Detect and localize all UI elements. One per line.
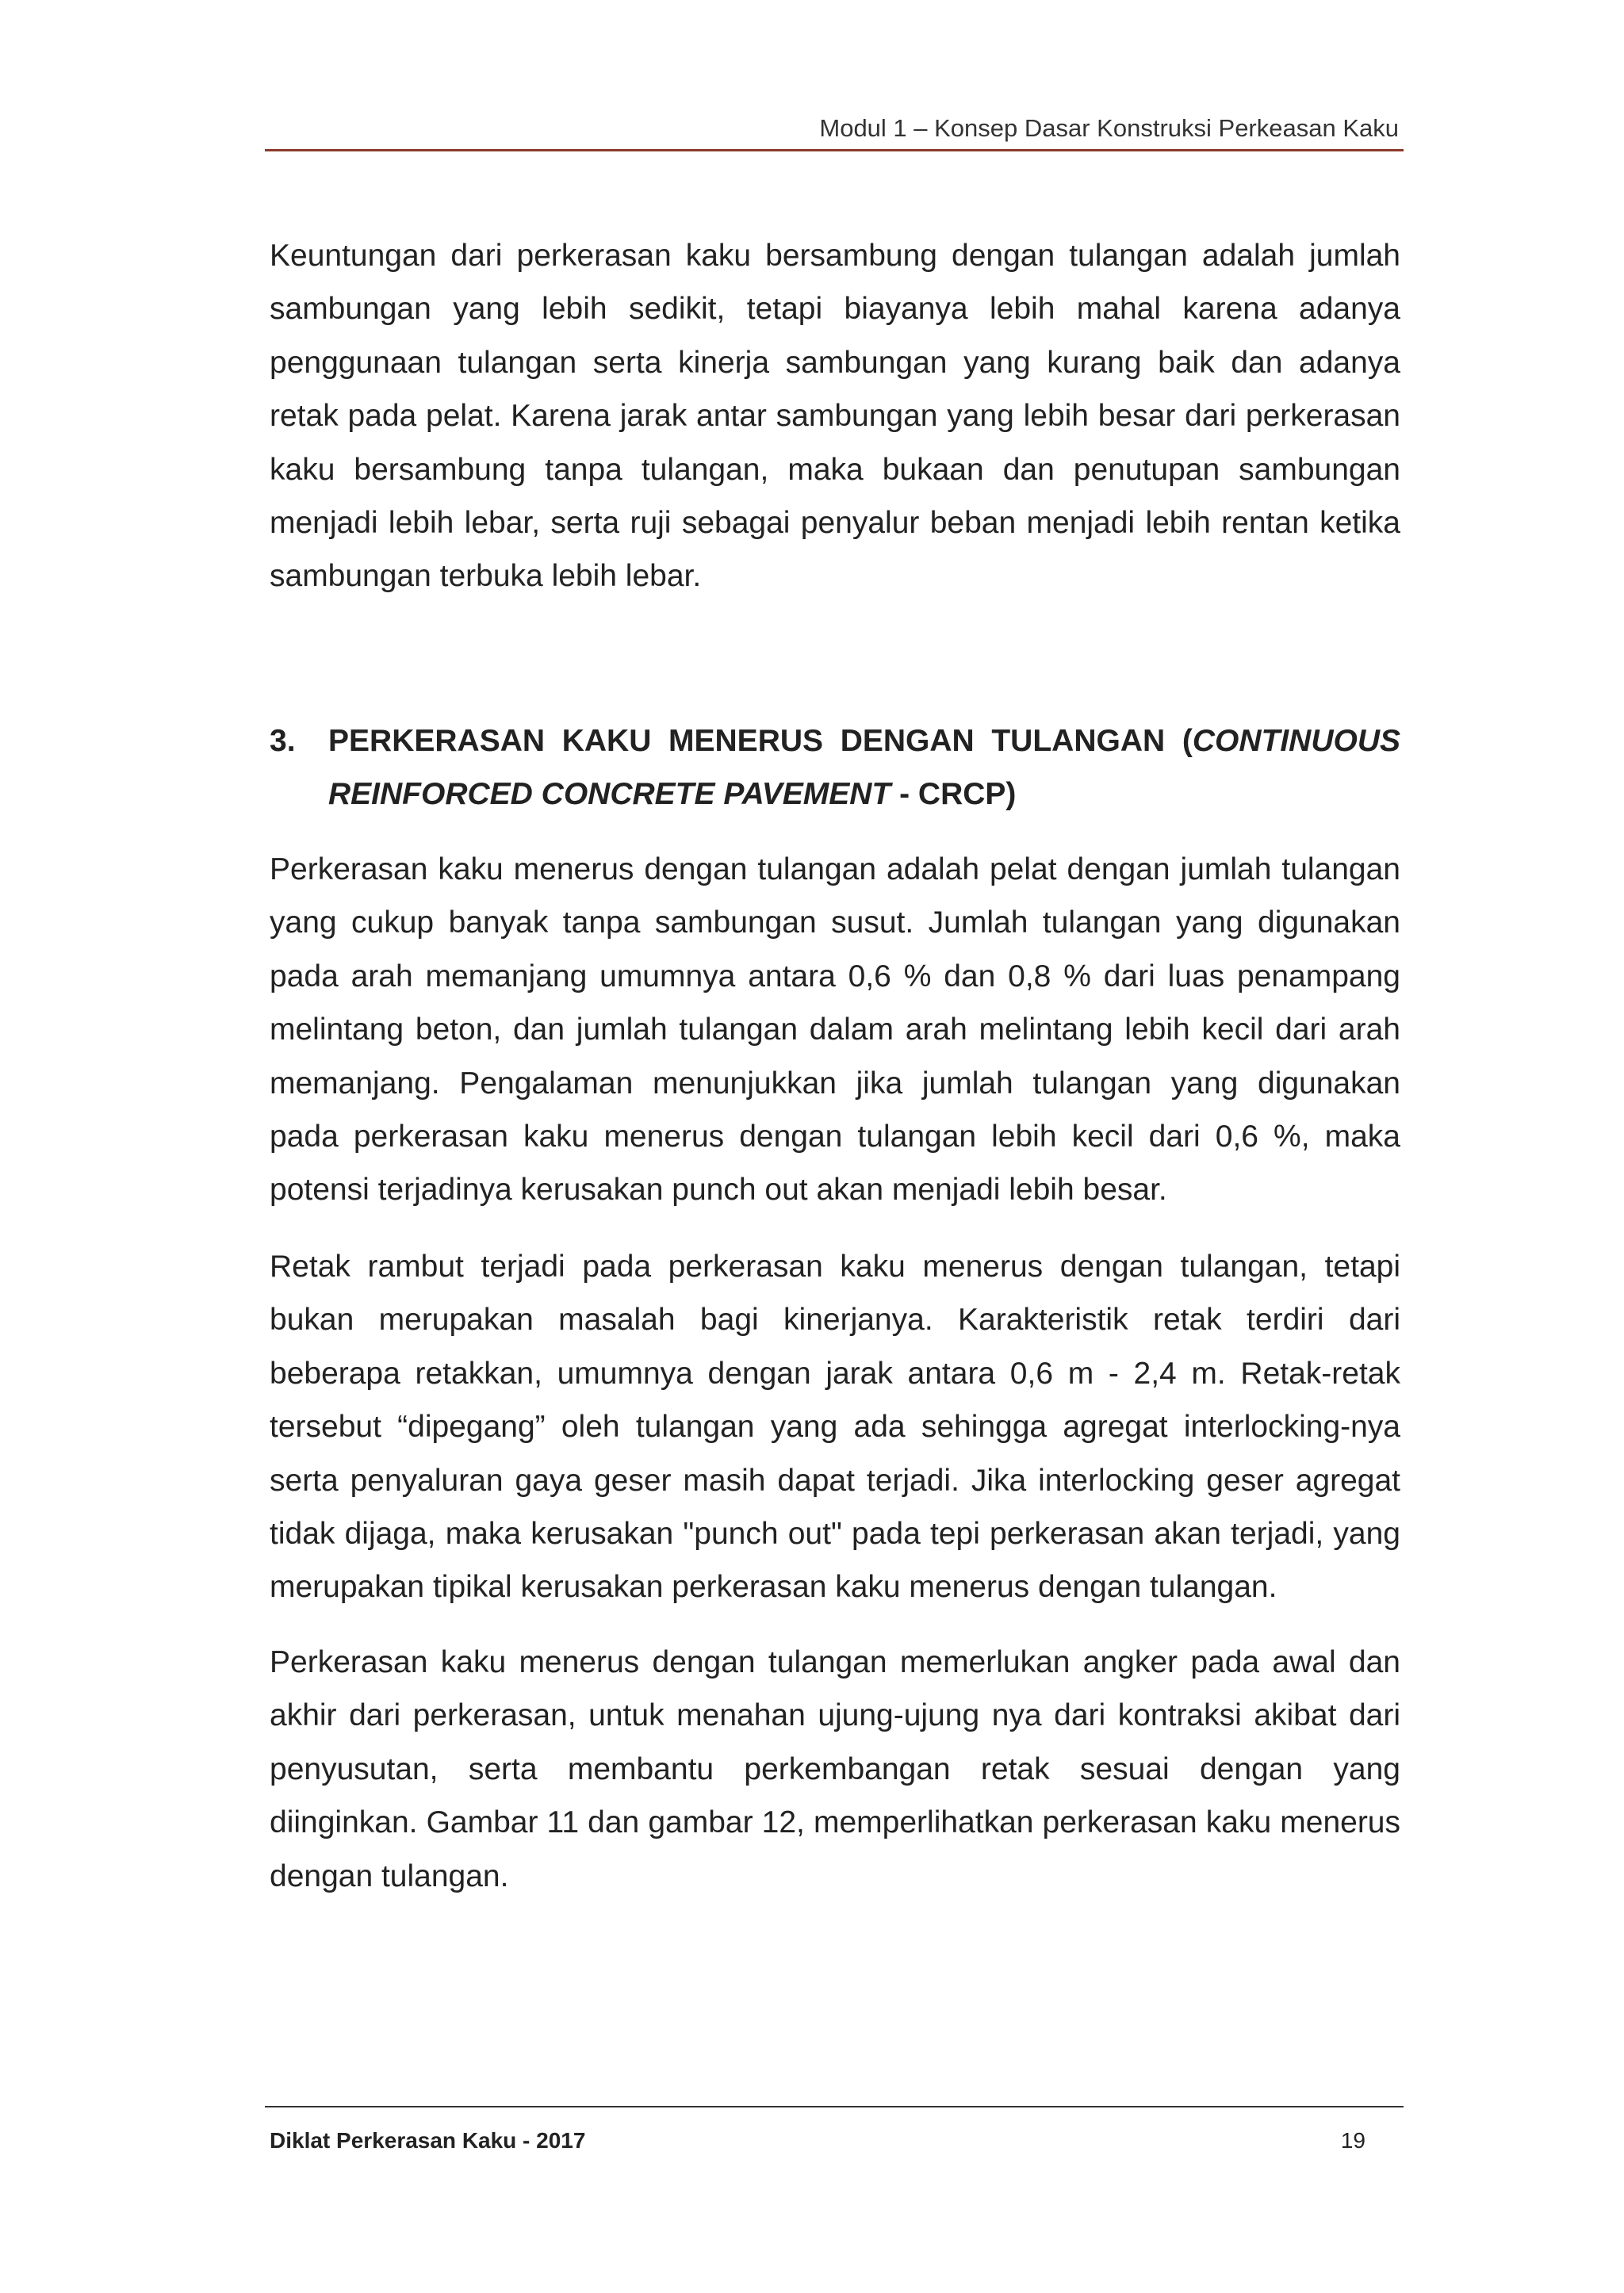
header-title: Modul 1 – Konsep Dasar Konstruksi Perkeasan Kaku — [819, 114, 1399, 142]
footer-divider — [265, 2106, 1404, 2107]
section-title-part-2: - CRCP) — [891, 777, 1017, 812]
page-header — [265, 109, 1404, 151]
body-paragraph-3: Retak rambut terjadi pada perkerasan kaku menerus dengan tulangan, tetapi bukan merupakan masalah bagi kinerjanya. Karakteristik retak terdiri dari beberapa retakkan, umumnya dengan jarak antara 0,6 m - 2,4 m. Retak-retak tersebut “dipegang” oleh tulangan yang ada sehingga agregat interlocking-nya serta penyaluran gaya geser masih dapat terjadi. Jika interlocking geser agregat tidak dijaga, maka kerusakan "punch out" pada tepi perkerasan akan terjadi, yang merupakan tipikal kerusakan perkerasan kaku menerus dengan tulangan. — [270, 1250, 1400, 1605]
body-paragraph-2: Perkerasan kaku menerus dengan tulangan adalah pelat dengan jumlah tulangan yang cukup banyak tanpa sambungan susut. Jumlah tulangan yang digunakan pada arah memanjang umumnya antara 0,6 % dan 0,8 % dari luas penampang melintang beton, dan jumlah tulangan dalam arah melintang lebih kecil dari arah memanjang. Pengalaman menunjukkan jika jumlah tulangan yang digunakan pada perkerasan kaku menerus dengan tulangan lebih kecil dari 0,6 %, maka potensi terjadinya kerusakan punch out akan menjadi lebih besar. — [270, 852, 1400, 1208]
page-number: 19 — [1340, 2128, 1365, 2153]
body-paragraph-4: Perkerasan kaku menerus dengan tulangan memerlukan angker pada awal dan akhir dari perkerasan, untuk menahan ujung-ujung nya dari kontraksi akibat dari penyusutan, serta membantu perkembangan retak sesuai dengan yang diinginkan. Gambar 11 dan gambar 12, memperlihatkan perkerasan kaku menerus dengan tulangan. — [270, 1645, 1400, 1893]
section-title-part-1: PERKERASAN KAKU MENERUS DENGAN TULANGAN ( — [328, 724, 1193, 758]
section-title — [328, 714, 1400, 821]
section-heading — [270, 714, 1400, 821]
footer-title: Diklat Perkerasan Kaku - 2017 — [270, 2128, 586, 2153]
body-paragraph-1: Keuntungan dari perkerasan kaku bersambung dengan tulangan adalah jumlah sambungan yang lebih sedikit, tetapi biayanya lebih mahal karena adanya penggunaan tulangan serta kinerja sambungan yang kurang baik dan adanya retak pada pelat. Karena jarak antar sambungan yang lebih besar dari perkerasan kaku bersambung tanpa tulangan, maka bukaan dan penutupan sambungan menjadi lebih lebar, serta ruji sebagai penyalur beban menjadi lebih rentan ketika sambungan terbuka lebih lebar. — [270, 239, 1400, 594]
header-divider — [265, 149, 1404, 151]
section-title-italic: CONTINUOUS REINFORCED CONCRETE PAVEMENT — [328, 724, 1400, 812]
section-number: 3. — [270, 724, 296, 758]
